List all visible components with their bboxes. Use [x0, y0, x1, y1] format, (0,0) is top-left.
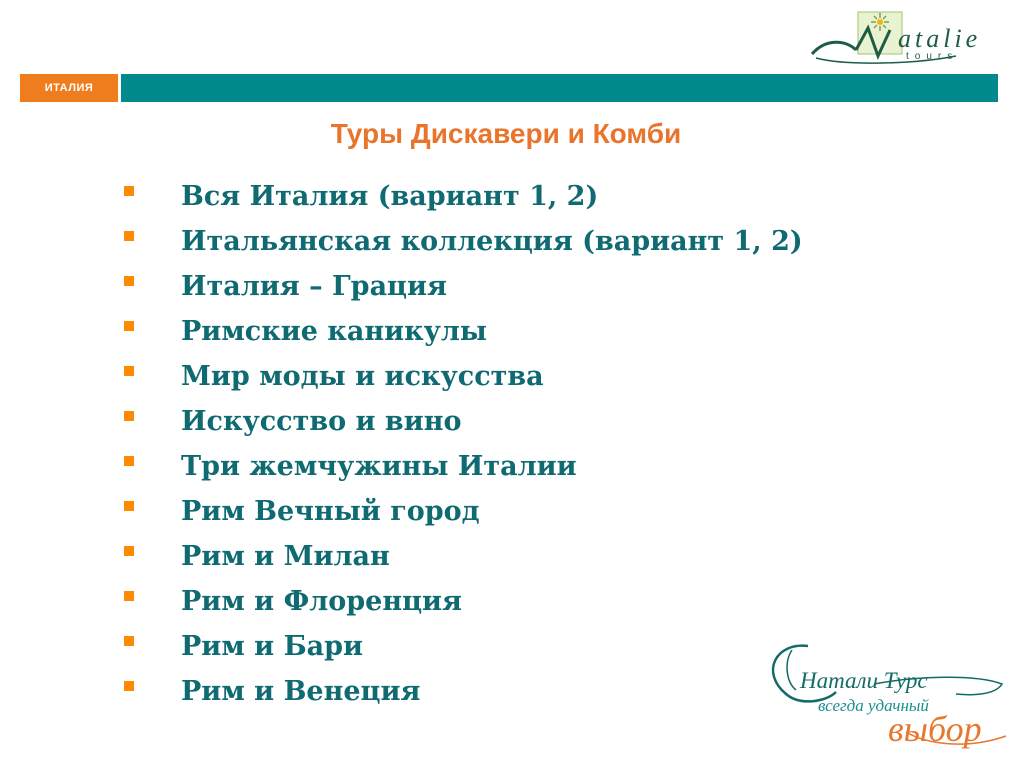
list-item-label: Рим и Милан — [181, 541, 390, 572]
square-bullet-icon — [124, 321, 134, 331]
square-bullet-icon — [124, 546, 134, 556]
list-item-label: Вся Италия (вариант 1, 2) — [181, 181, 599, 212]
emblem-slogan-line2: выбор — [888, 709, 982, 749]
emblem-slogan-line1: всегда удачный — [818, 696, 929, 715]
section-tag: ИТАЛИЯ — [20, 74, 118, 102]
logo-main-text: atalie — [898, 24, 982, 53]
brand-emblem — [756, 632, 1010, 756]
list-item-label: Рим и Флоренция — [181, 586, 463, 617]
header-bar — [20, 74, 998, 102]
header-teal-bar — [121, 74, 998, 102]
logo-sub-text: tours — [906, 51, 959, 62]
list-item-label: Итальянская коллекция (вариант 1, 2) — [181, 226, 803, 257]
list-item-label: Рим Вечный город — [181, 496, 480, 527]
natalie-tours-logo — [806, 10, 996, 70]
square-bullet-icon — [124, 186, 134, 196]
square-bullet-icon — [124, 366, 134, 376]
square-bullet-icon — [124, 456, 134, 466]
emblem-brand-name: Натали Турс — [800, 668, 928, 693]
square-bullet-icon — [124, 501, 134, 511]
list-item-label: Мир моды и искусства — [181, 361, 544, 392]
list-item-label: Рим и Венеция — [181, 676, 421, 707]
list-item-label: Три жемчужины Италии — [181, 451, 577, 482]
square-bullet-icon — [124, 681, 134, 691]
page-title: Туры Дискавери и Комби — [330, 118, 682, 149]
square-bullet-icon — [124, 636, 134, 646]
square-bullet-icon — [124, 591, 134, 601]
list-item-label: Италия – Грация — [181, 271, 447, 302]
square-bullet-icon — [124, 411, 134, 421]
square-bullet-icon — [124, 276, 134, 286]
list-item-label: Рим и Бари — [181, 631, 364, 662]
list-item-label: Искусство и вино — [181, 406, 462, 437]
list-item-label: Римские каникулы — [181, 316, 487, 347]
square-bullet-icon — [124, 231, 134, 241]
